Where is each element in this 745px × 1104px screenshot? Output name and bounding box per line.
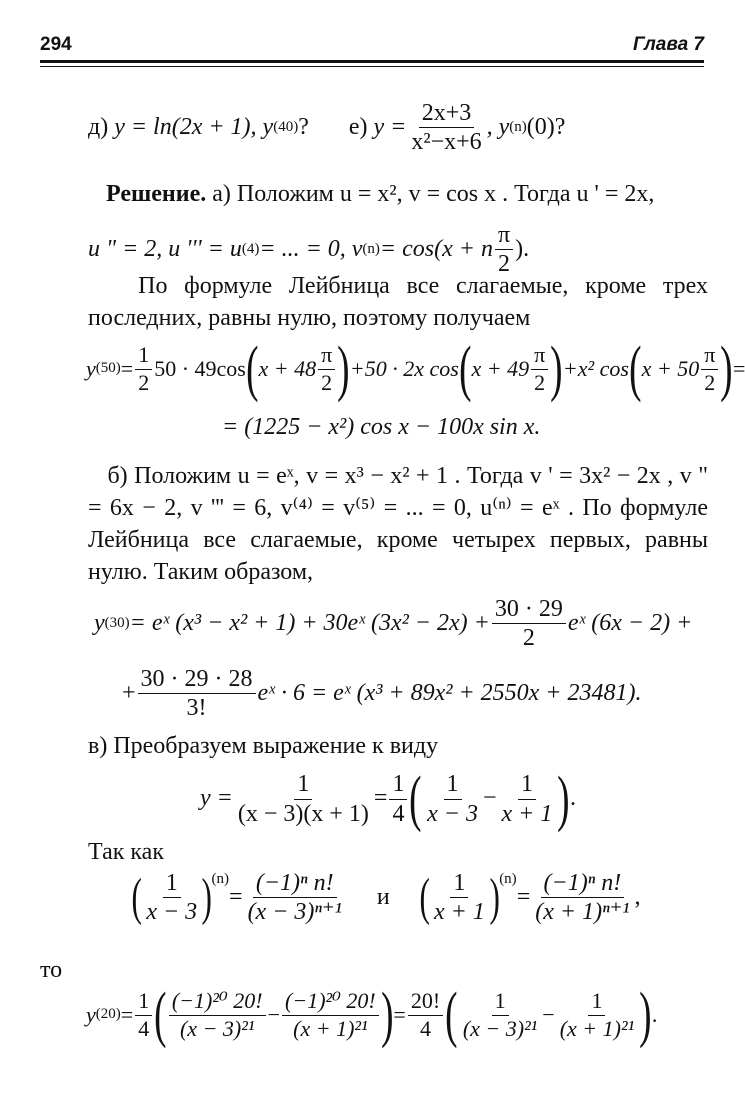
y20-minus2: − — [542, 1001, 555, 1027]
y50-x48: x + 48 — [258, 355, 317, 381]
paren-close: ) — [720, 335, 733, 403]
d1-den: x − 3 — [146, 899, 198, 926]
solution-a-line1 — [88, 178, 708, 210]
d1-rnum: (−1)ⁿ n! — [253, 870, 337, 898]
y20-g1-num: 1 — [492, 989, 509, 1015]
chapter-title: Глава 7 — [633, 34, 704, 55]
v-quarter-den: 4 — [392, 800, 405, 827]
task-d-label: д) — [88, 114, 109, 141]
a-line2-left: u " = 2, u ''' = u — [88, 236, 242, 263]
y20-minus: − — [267, 1001, 281, 1027]
y20-k-num: 20! — [408, 989, 443, 1015]
leibniz-text: По формуле Лейбница все слагаемые, кроме трех последних, равны нулю, поэтому получаем — [88, 273, 708, 331]
paren-open: ( — [131, 868, 142, 926]
y20-eq2: = — [393, 1001, 406, 1027]
d1-order: (n) — [211, 871, 230, 887]
two-a: 2 — [321, 369, 333, 395]
paren-open: ( — [419, 868, 430, 926]
d1-result — [245, 870, 345, 926]
y20-dot: . — [651, 1001, 658, 1027]
y20-f2-num: (−1)²⁰ 20! — [282, 989, 379, 1015]
y50-eq: = — [120, 355, 134, 381]
v-den: (x − 3)(x + 1) — [237, 800, 369, 827]
d1-fraction — [143, 870, 200, 926]
y30-line2-plus: + — [122, 680, 136, 707]
d2-eq: = — [516, 884, 531, 911]
v-formula — [200, 765, 577, 833]
pi-denominator: 2 — [498, 251, 511, 278]
task-d-question: ? — [298, 114, 309, 141]
d2-comma: , — [634, 884, 641, 911]
y50-term1: 50 · 49cos — [154, 355, 246, 381]
a-line2-sup2: (n) — [362, 241, 380, 258]
y50-order: (50) — [95, 360, 121, 377]
y20-eq: = — [120, 1001, 134, 1027]
v-quarter — [389, 771, 407, 827]
v-a-den: x − 3 — [427, 800, 478, 827]
v-minus: − — [482, 785, 497, 812]
y20-f1-den: (x − 3)²¹ — [179, 1015, 255, 1041]
v-eq: = — [373, 785, 388, 812]
d2-order: (n) — [499, 871, 517, 887]
d2-rnum: (−1)ⁿ n! — [541, 870, 625, 898]
pi2-c — [701, 343, 718, 394]
a-line2-sup: (4) — [241, 241, 260, 258]
tak-kak: Так как — [88, 839, 164, 865]
y50-result-text: = (1225 − x²) cos x − 100x sin x. — [222, 414, 541, 440]
paren-close: ) — [337, 335, 350, 403]
y30-frac-num: 30 · 29 — [492, 596, 566, 624]
task-e-numerator: 2x+3 — [419, 100, 475, 128]
y20-formula — [86, 981, 726, 1049]
paren-close: ) — [639, 981, 652, 1049]
pi-a: π — [318, 343, 335, 369]
y20-g2-den: (x + 1)²¹ — [559, 1015, 635, 1041]
y20-f2-den: (x + 1)²¹ — [293, 1015, 368, 1041]
task-e-denominator: x²−x+6 — [411, 129, 482, 156]
task-d-order: (40) — [273, 119, 299, 136]
y20-f2 — [282, 989, 379, 1040]
pi2-b — [531, 343, 548, 394]
task-e-label: е) — [348, 114, 368, 141]
y20-q-den: 4 — [138, 1015, 150, 1041]
y50-formula — [86, 335, 745, 403]
y20-f1-num: (−1)²⁰ 20! — [169, 989, 266, 1015]
to-line — [40, 954, 660, 986]
y50-lhs: y — [86, 355, 96, 381]
y30-lhs: y — [94, 610, 105, 637]
d2-rden: (x + 1)ⁿ⁺¹ — [535, 899, 630, 926]
y20-f1 — [169, 989, 266, 1040]
v-y: y = — [200, 785, 233, 812]
y20-lhs: y — [86, 1001, 96, 1027]
leibniz-paragraph — [88, 270, 708, 334]
two-c: 2 — [704, 369, 716, 395]
paren-open: ( — [458, 335, 472, 403]
y30-fraction — [492, 596, 566, 652]
y20-q-num: 1 — [135, 989, 152, 1015]
pi2-a — [318, 343, 335, 394]
two-b: 2 — [534, 369, 546, 395]
paren-close: ) — [201, 868, 213, 926]
a-line2-mid: = ... = 0, v — [259, 236, 363, 263]
v-a-num: 1 — [444, 771, 462, 799]
task-e-fraction — [408, 100, 484, 156]
v-main-fraction — [235, 771, 372, 827]
v-num: 1 — [294, 771, 312, 799]
paren-open: ( — [154, 981, 167, 1049]
pi-c: π — [701, 343, 718, 369]
y20-k — [408, 989, 443, 1040]
b-text1: б) Положим u = eˣ, v = x³ − x² + 1 . Тогда v ' = 3x² − 2x , — [107, 463, 674, 489]
d1-num: 1 — [163, 870, 181, 898]
y20-g2 — [557, 989, 637, 1040]
d1-rden: (x − 3)ⁿ⁺¹ — [247, 899, 342, 926]
half-den: 2 — [138, 369, 150, 395]
paren-close: ) — [550, 335, 563, 403]
y20-quarter — [135, 989, 152, 1040]
paren-open: ( — [629, 335, 642, 403]
y30-frac2-num: 30 · 29 · 28 — [138, 666, 256, 694]
y20-g2-num: 1 — [588, 989, 605, 1015]
v-b-den: x + 1 — [501, 800, 553, 827]
a-line2-cos: = cos(x + n — [379, 236, 493, 263]
header-rule-thin — [40, 66, 704, 67]
page-number: 294 — [40, 34, 72, 55]
task-line — [88, 100, 708, 156]
y50-result — [222, 412, 540, 443]
v-a-fraction — [424, 771, 481, 827]
to-word: то — [40, 957, 63, 983]
d2-den: x + 1 — [434, 899, 485, 926]
y30-order: (30) — [104, 615, 130, 632]
and-word: и — [376, 884, 390, 911]
solution-v-intro — [88, 730, 708, 762]
y50-x50: x + 50 — [641, 355, 700, 381]
solution-title: Решение. — [106, 181, 207, 207]
y50-term3: +x² cos — [562, 355, 629, 381]
b-text2: v " = 6x − 2, v ''' = 6, v⁽⁴⁾ = v⁽⁵⁾ = ... = 0, u⁽ⁿ⁾ = eˣ . По формуле Лейбница все слагаемые, кроме четырех первых, равны нулю. Таким образом, — [88, 463, 709, 585]
paren-open: ( — [409, 765, 422, 833]
y30-frac-den: 2 — [522, 625, 535, 652]
a-line2-end: ). — [515, 236, 530, 263]
d2-result — [532, 870, 632, 926]
v-dot: . — [570, 785, 577, 812]
y20-order: (20) — [95, 1006, 121, 1023]
v-quarter-num: 1 — [389, 771, 407, 799]
solution-b-paragraph — [88, 460, 708, 588]
v-text: в) Преобразуем выражение к виду — [88, 733, 439, 759]
paren-close: ) — [489, 868, 500, 926]
v-b-num: 1 — [518, 771, 536, 799]
paren-open: ( — [245, 335, 259, 403]
d2-fraction — [431, 870, 488, 926]
pi-numerator: π — [495, 222, 513, 250]
header-rule-thick — [40, 60, 704, 63]
y30-part2: eˣ (6x − 2) + — [567, 610, 693, 637]
y30-line2 — [122, 666, 642, 722]
y20-g1 — [460, 989, 540, 1040]
y50-end: = — [732, 355, 745, 381]
half-fraction — [135, 343, 152, 394]
y50-x49: x + 49 — [471, 355, 530, 381]
y20-g1-den: (x − 3)²¹ — [462, 1015, 538, 1041]
paren-close: ) — [557, 765, 570, 833]
y30-line2-rest: eˣ · 6 = eˣ (x³ + 89x² + 2550x + 23481). — [257, 680, 642, 707]
y30-fraction2 — [138, 666, 256, 722]
task-e-y: y = — [373, 114, 407, 141]
solution-a-text: а) Положим u = x², v = cos x . Тогда u ' = 2x, — [212, 181, 655, 207]
tak-kak-line — [88, 836, 708, 868]
y20-k-den: 4 — [420, 1015, 431, 1041]
pi-b: π — [531, 343, 548, 369]
page-header — [40, 28, 704, 58]
derivative-formulas — [132, 870, 641, 926]
y30-part1: = eˣ (x³ − x² + 1) + 30eˣ (3x² − 2x) + — [129, 610, 490, 637]
y50-term2: +50 · 2x cos — [349, 355, 459, 381]
task-e-tail: , y — [486, 114, 510, 141]
half-num: 1 — [135, 343, 152, 369]
task-e-question: (0)? — [526, 114, 566, 141]
y30-line1 — [94, 596, 692, 652]
paren-close: ) — [380, 981, 394, 1049]
paren-open: ( — [445, 981, 458, 1049]
task-e-order: (n) — [509, 119, 527, 136]
y30-frac2-den: 3! — [186, 695, 207, 722]
v-b-fraction — [499, 771, 556, 827]
task-d-formula: y = ln(2x + 1), y — [114, 114, 274, 141]
d1-eq: = — [229, 884, 243, 911]
d2-num: 1 — [450, 870, 468, 898]
